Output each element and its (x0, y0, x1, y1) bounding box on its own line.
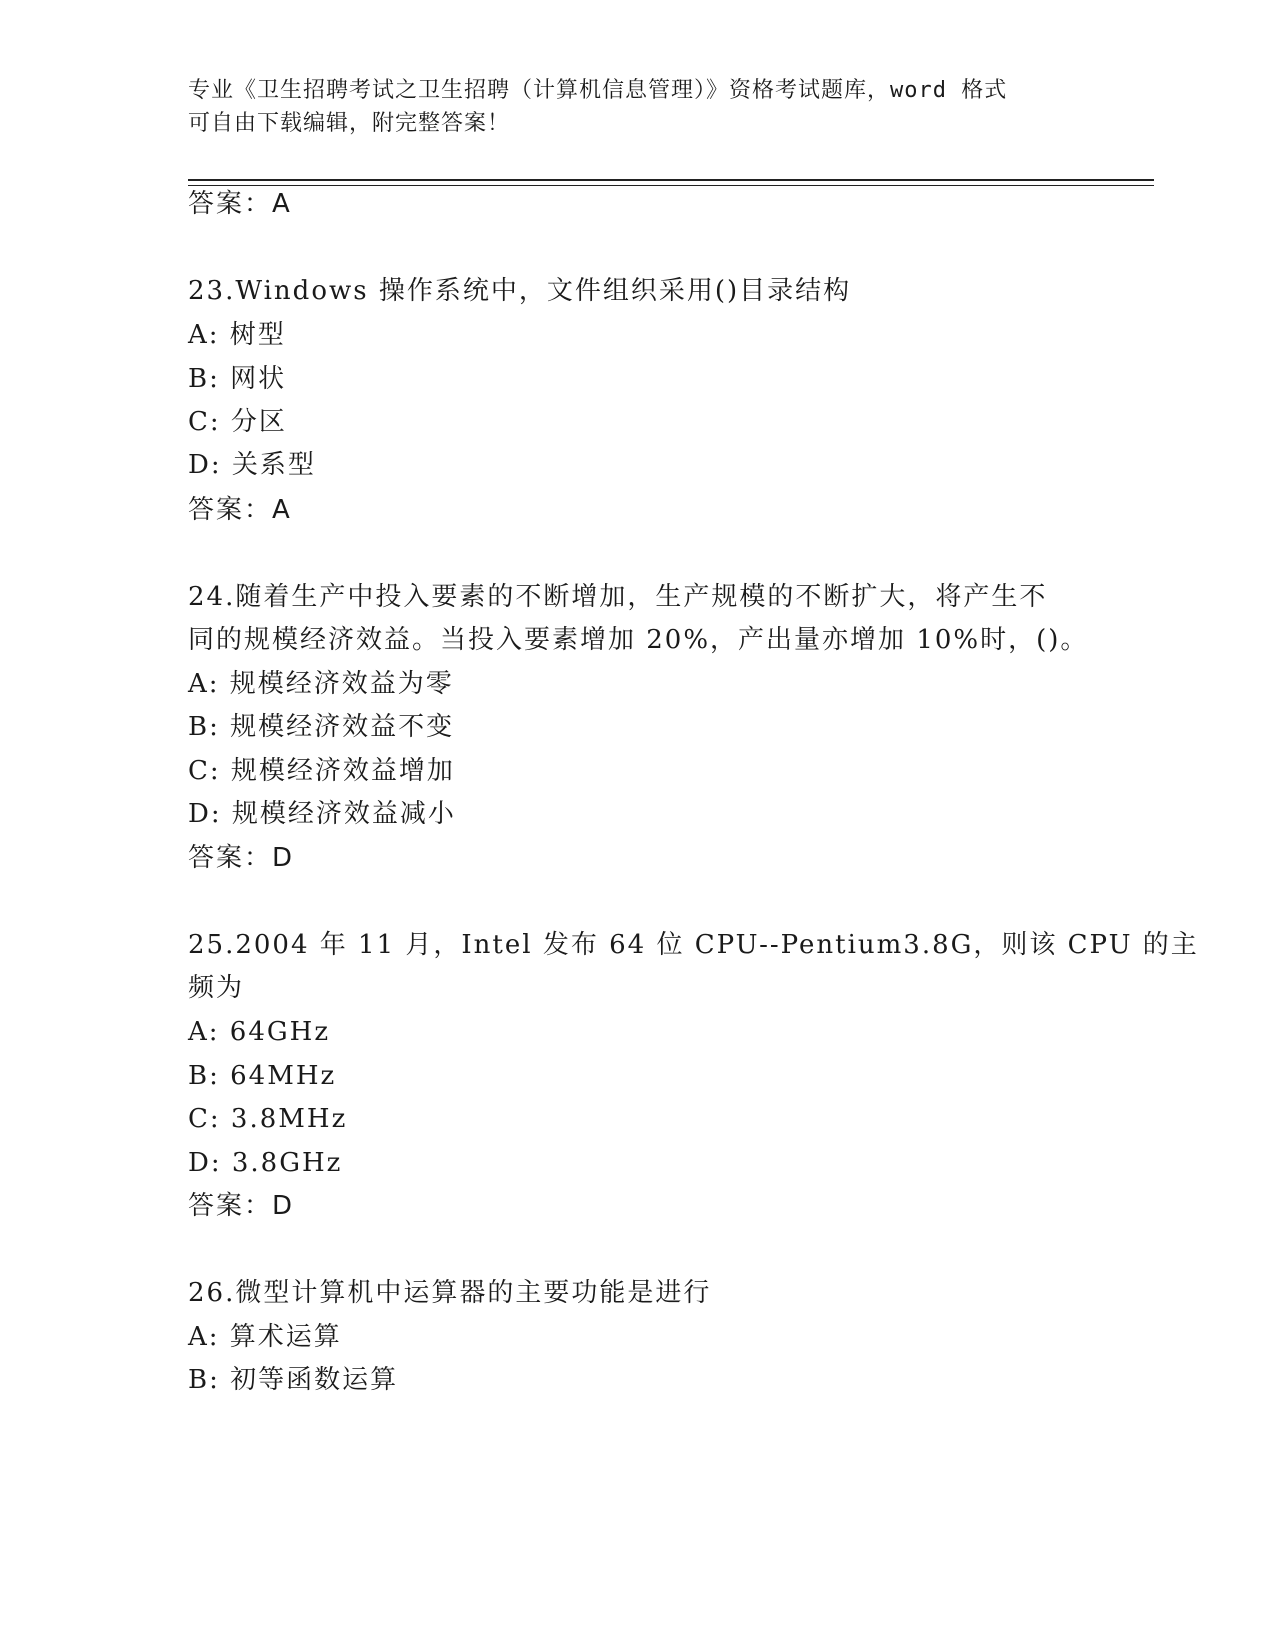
answer-previous: 答案：A (188, 189, 292, 219)
question-25-option-c: C: 3.8MHz (188, 1104, 348, 1134)
question-26-option-b: B: 初等函数运算 (188, 1365, 399, 1395)
header-line-1: 专业《卫生招聘考试之卫生招聘（计算机信息管理）》资格考试题库，word 格式 (188, 78, 1008, 103)
question-23-option-a: A: 树型 (188, 320, 286, 350)
question-23-stem: 23.Windows 操作系统中，文件组织采用()目录结构 (188, 276, 852, 306)
question-26-option-a: A: 算术运算 (188, 1322, 342, 1352)
question-25-option-b: B: 64MHz (188, 1061, 337, 1091)
question-25-option-d: D: 3.8GHz (188, 1148, 343, 1178)
header-divider-thin (188, 185, 1154, 186)
header-line-2: 可自由下载编辑，附完整答案！ (188, 111, 511, 136)
question-25-answer: 答案：D (188, 1191, 295, 1221)
question-24-answer: 答案：D (188, 843, 295, 873)
question-24-option-b: B: 规模经济效益不变 (188, 712, 455, 742)
question-25-stem-line-1: 25.2004 年 11 月，Intel 发布 64 位 CPU--Pentium3.8G，则该 CPU 的主 (188, 930, 1199, 960)
question-24-option-d: D: 规模经济效益减小 (188, 799, 456, 829)
question-23-option-c: C: 分区 (188, 407, 287, 437)
question-24-option-a: A: 规模经济效益为零 (188, 669, 454, 699)
question-23-option-b: B: 网状 (188, 364, 287, 394)
header-divider-thick (188, 179, 1154, 181)
question-23-answer: 答案：A (188, 495, 292, 525)
question-23-option-d: D: 关系型 (188, 450, 316, 480)
document-header (188, 74, 1088, 140)
question-26-stem: 26.微型计算机中运算器的主要功能是进行 (188, 1278, 712, 1308)
question-25-option-a: A: 64GHz (188, 1017, 331, 1047)
question-24-stem-line-2: 同的规模经济效益。当投入要素增加 20%，产出量亦增加 10%时，()。 (188, 625, 1089, 655)
question-25-stem-line-2: 频为 (188, 973, 245, 1003)
question-24-stem-line-1: 24.随着生产中投入要素的不断增加，生产规模的不断扩大，将产生不 (188, 582, 1048, 612)
question-24-option-c: C: 规模经济效益增加 (188, 756, 455, 786)
